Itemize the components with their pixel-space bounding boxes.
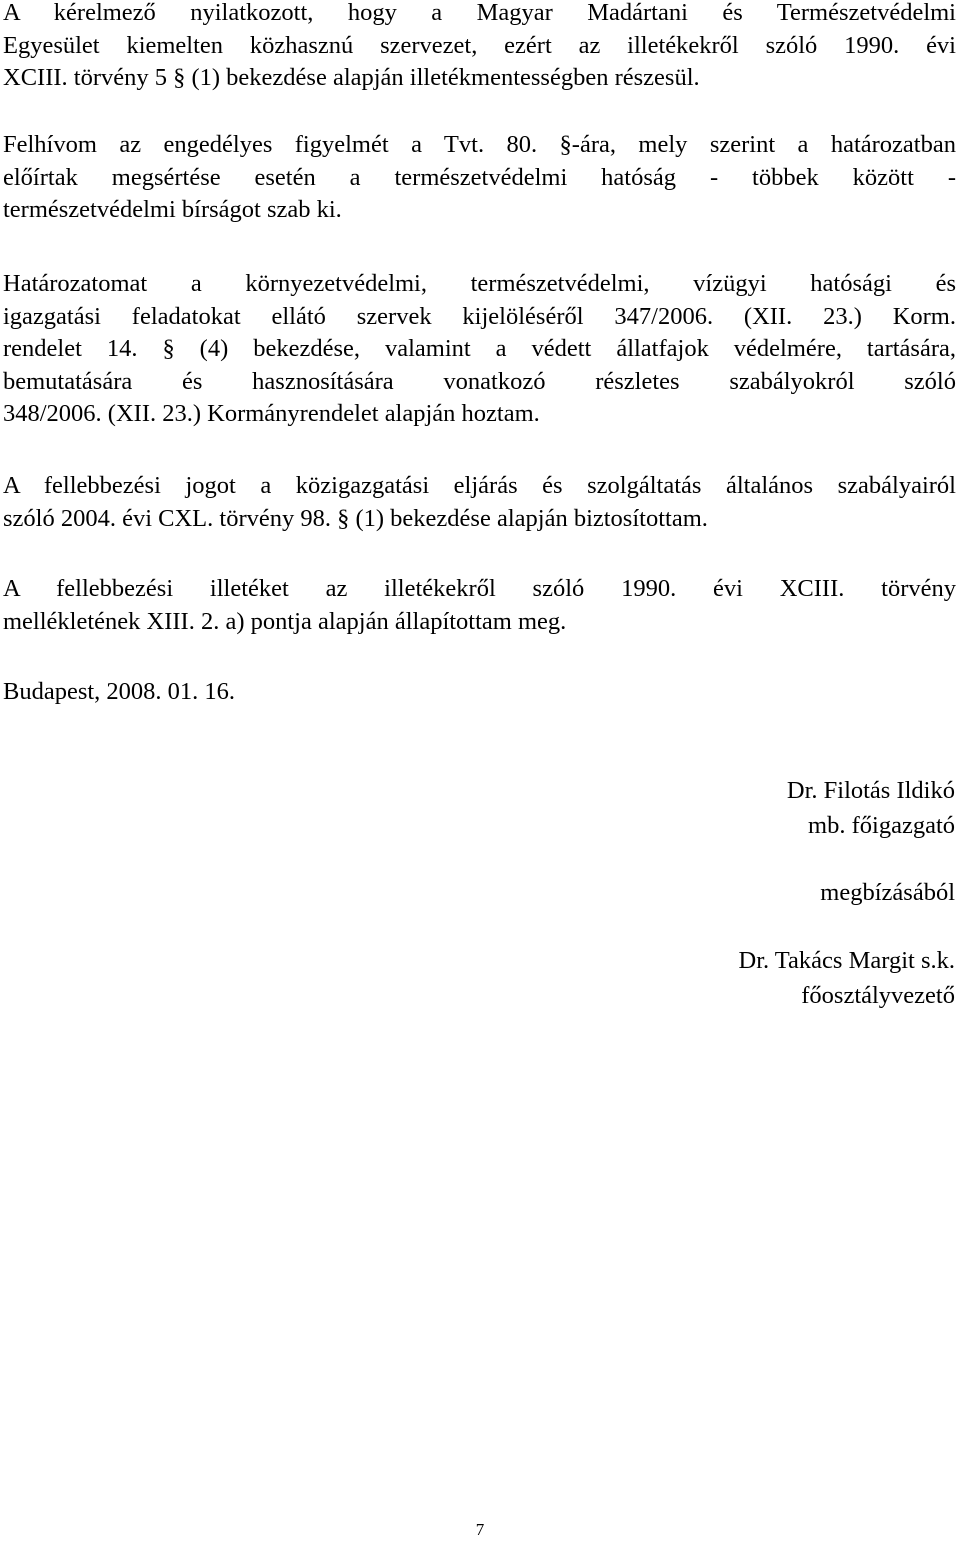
text-line: Egyesület kiemelten közhasznú szervezet, ezért az illetékekről szóló 1990. évi	[3, 31, 956, 59]
text-line: Határozatomat a környezetvédelmi, természetvédelmi, vízügyi hatósági és	[3, 270, 956, 297]
place-date	[3, 676, 956, 709]
fine-notice-paragraph	[3, 129, 956, 227]
signer-title: mb. főigazgató	[808, 812, 955, 839]
legal-basis-paragraph	[3, 268, 956, 431]
text-line: előírtak megsértése esetén a természetvédelmi hatóság - többek között -	[3, 163, 956, 191]
place-date-text: Budapest, 2008. 01. 16.	[3, 678, 236, 705]
appeal-fee-paragraph	[3, 573, 956, 638]
text-line: természetvédelmi bírságot szab ki.	[3, 196, 342, 224]
text-line: bemutatására és hasznosítására vonatkozó részletes szabályokról szóló	[3, 367, 956, 395]
text-line: A fellebbezési jogot a közigazgatási eljárás és szolgáltatás általános szabályairól	[3, 472, 956, 499]
page-number: 7	[475, 1520, 485, 1539]
signer-name: Dr. Filotás Ildikó	[786, 777, 955, 804]
exemption-paragraph	[3, 0, 956, 95]
delegate-title: főosztályvezető	[801, 982, 955, 1009]
delegate-name: Dr. Takács Margit s.k.	[738, 947, 955, 974]
text-line: mellékletének XIII. 2. a) pontja alapján állapítottam meg.	[3, 607, 567, 635]
text-line: XCIII. törvény 5 § (1) bekezdése alapján illetékmentességben részesül.	[3, 64, 700, 92]
text-line: A kérelmező nyilatkozott, hogy a Magyar Madártani és Természetvédelmi	[3, 0, 956, 26]
text-line: Felhívom az engedélyes figyelmét a Tvt. 80. §-ára, mely szerint a határozatban	[3, 131, 956, 158]
text-line: rendelet 14. § (4) bekezdése, valamint a védett állatfajok védelmére, tartására,	[3, 335, 956, 363]
text-line: A fellebbezési illetéket az illetékekről szóló 1990. évi XCIII. törvény	[3, 575, 956, 602]
appeal-right-paragraph	[3, 470, 956, 535]
text-line: igazgatási feladatokat ellátó szervek kijelöléséről 347/2006. (XII. 23.) Korm.	[3, 302, 956, 330]
text-line: 348/2006. (XII. 23.) Kormányrendelet alapján hoztam.	[3, 400, 540, 428]
text-line: szóló 2004. évi CXL. törvény 98. § (1) bekezdése alapján biztosítottam.	[3, 504, 708, 532]
on-behalf-text: megbízásából	[820, 879, 955, 906]
